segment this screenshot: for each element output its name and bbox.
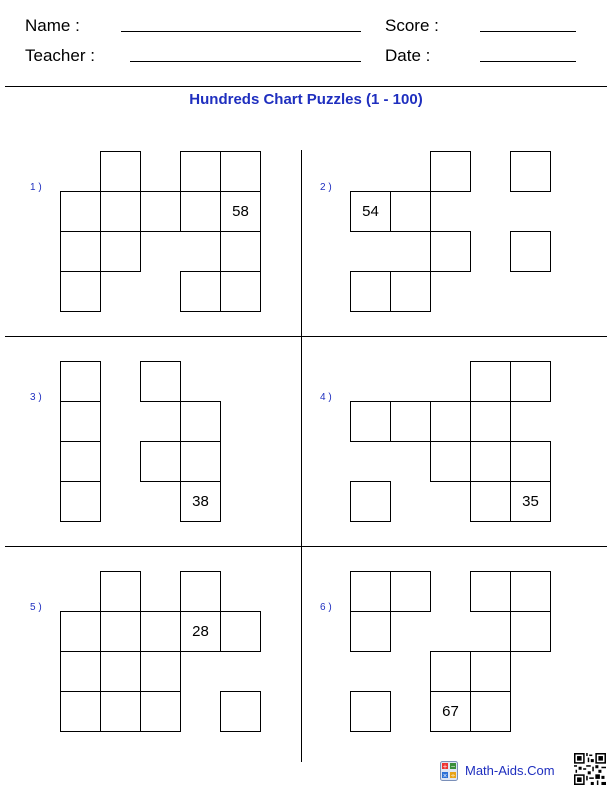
blank-cell[interactable] [140,361,181,402]
blank-cell[interactable] [470,691,511,732]
calculator-icon [440,761,458,781]
blank-cell[interactable] [510,571,551,612]
blank-cell[interactable] [430,401,471,442]
blank-cell[interactable] [470,651,511,692]
blank-cell[interactable] [60,191,101,232]
blank-cell[interactable] [100,651,141,692]
given-cell: 28 [180,611,221,652]
teacher-line[interactable] [130,61,361,62]
svg-text:−: − [450,763,456,771]
blank-cell[interactable] [60,361,101,402]
blank-cell[interactable] [180,401,221,442]
blank-cell[interactable] [510,231,551,272]
blank-cell[interactable] [430,231,471,272]
blank-cell[interactable] [60,481,101,522]
blank-cell[interactable] [510,361,551,402]
blank-cell[interactable] [140,691,181,732]
blank-cell[interactable] [100,691,141,732]
blank-cell[interactable] [60,231,101,272]
blank-cell[interactable] [180,571,221,612]
blank-cell[interactable] [430,651,471,692]
given-cell: 58 [220,191,261,232]
brand-link[interactable]: Math-Aids.Com [465,763,555,778]
blank-cell[interactable] [390,401,431,442]
blank-cell[interactable] [470,401,511,442]
blank-cell[interactable] [220,611,261,652]
blank-cell[interactable] [390,271,431,312]
date-line[interactable] [480,61,576,62]
blank-cell[interactable] [60,651,101,692]
blank-cell[interactable] [180,271,221,312]
blank-cell[interactable] [390,191,431,232]
blank-cell[interactable] [140,651,181,692]
blank-cell[interactable] [220,231,261,272]
blank-cell[interactable] [220,691,261,732]
blank-cell[interactable] [60,691,101,732]
puzzle-1-label: 1 ) [30,182,42,193]
blank-cell[interactable] [350,571,391,612]
qr-code-icon [574,753,606,785]
blank-cell[interactable] [510,611,551,652]
blank-cell[interactable] [350,691,391,732]
blank-cell[interactable] [510,151,551,192]
blank-cell[interactable] [180,441,221,482]
row-divider-2 [5,546,607,547]
date-label: Date : [385,46,431,65]
given-cell: 35 [510,481,551,522]
name-label: Name : [25,16,80,35]
svg-text:÷: ÷ [450,772,456,780]
svg-text:+: + [442,763,448,771]
header-divider [5,86,607,87]
blank-cell[interactable] [60,611,101,652]
blank-cell[interactable] [180,191,221,232]
blank-cell[interactable] [430,151,471,192]
vertical-divider [301,150,302,762]
blank-cell[interactable] [60,271,101,312]
puzzle-4-label: 4 ) [320,392,332,403]
blank-cell[interactable] [350,481,391,522]
blank-cell[interactable] [350,401,391,442]
blank-cell[interactable] [140,191,181,232]
blank-cell[interactable] [220,151,261,192]
blank-cell[interactable] [60,401,101,442]
blank-cell[interactable] [180,151,221,192]
blank-cell[interactable] [390,571,431,612]
given-cell: 38 [180,481,221,522]
blank-cell[interactable] [100,191,141,232]
puzzle-3-label: 3 ) [30,392,42,403]
given-cell: 54 [350,191,391,232]
puzzle-6-label: 6 ) [320,602,332,613]
blank-cell[interactable] [100,151,141,192]
puzzle-5-label: 5 ) [30,602,42,613]
row-divider-1 [5,336,607,337]
blank-cell[interactable] [350,611,391,652]
blank-cell[interactable] [220,271,261,312]
teacher-label: Teacher : [25,46,95,65]
blank-cell[interactable] [100,231,141,272]
blank-cell[interactable] [100,571,141,612]
score-line[interactable] [480,31,576,32]
blank-cell[interactable] [470,571,511,612]
svg-text:×: × [442,772,448,780]
score-label: Score : [385,16,439,35]
blank-cell[interactable] [350,271,391,312]
page-title: Hundreds Chart Puzzles (1 - 100) [189,91,423,108]
puzzle-2-label: 2 ) [320,182,332,193]
blank-cell[interactable] [510,441,551,482]
blank-cell[interactable] [140,611,181,652]
blank-cell[interactable] [430,441,471,482]
blank-cell[interactable] [470,361,511,402]
blank-cell[interactable] [60,441,101,482]
given-cell: 67 [430,691,471,732]
blank-cell[interactable] [100,611,141,652]
blank-cell[interactable] [140,441,181,482]
blank-cell[interactable] [470,481,511,522]
name-line[interactable] [121,31,361,32]
